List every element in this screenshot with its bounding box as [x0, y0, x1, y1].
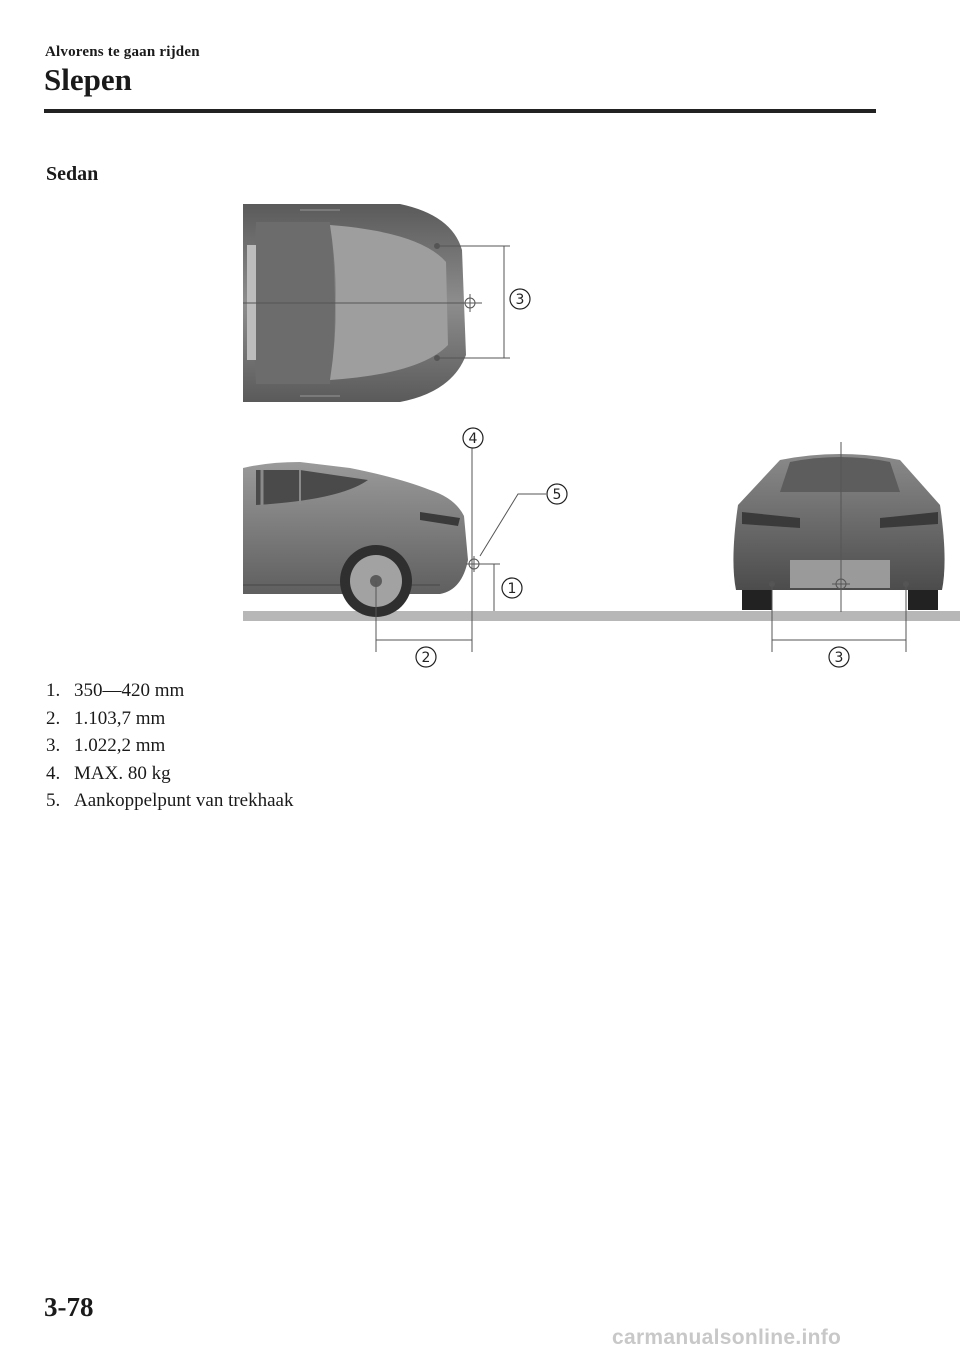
svg-text:5: 5 — [552, 487, 562, 503]
subheading: Sedan — [46, 163, 99, 185]
legend-item: 4. MAX. 80 kg — [46, 762, 171, 784]
legend-item: 2. 1.103,7 mm — [46, 707, 166, 729]
legend-item: 3. 1.022,2 mm — [46, 735, 166, 756]
legend-item: 5. Aankoppelpunt van trekhaak — [46, 790, 294, 811]
svg-text:4: 4 — [468, 431, 478, 447]
svg-text:1: 1 — [507, 581, 517, 597]
svg-text:3: 3 — [834, 650, 844, 666]
callout-2 — [416, 647, 436, 667]
callout-5 — [547, 484, 567, 504]
section-label: Alvorens te gaan rijden — [45, 44, 200, 60]
ground-line — [243, 611, 960, 621]
svg-text:3: 3 — [515, 292, 525, 308]
callout-3-rear — [829, 647, 849, 667]
car-side-view — [243, 462, 468, 617]
page-number: 3-78 — [44, 1292, 94, 1322]
callout-3-top — [510, 289, 530, 309]
page-title: Slepen — [44, 62, 132, 97]
legend-item: 1. 350―420 mm — [46, 680, 185, 701]
watermark: carmanualsonline.info — [612, 1326, 842, 1349]
dimension-legend — [46, 677, 293, 815]
callout-4 — [463, 428, 483, 448]
car-rear-view — [733, 454, 944, 610]
callout-1 — [502, 578, 522, 598]
towing-diagram — [0, 0, 960, 680]
svg-text:2: 2 — [421, 650, 431, 666]
